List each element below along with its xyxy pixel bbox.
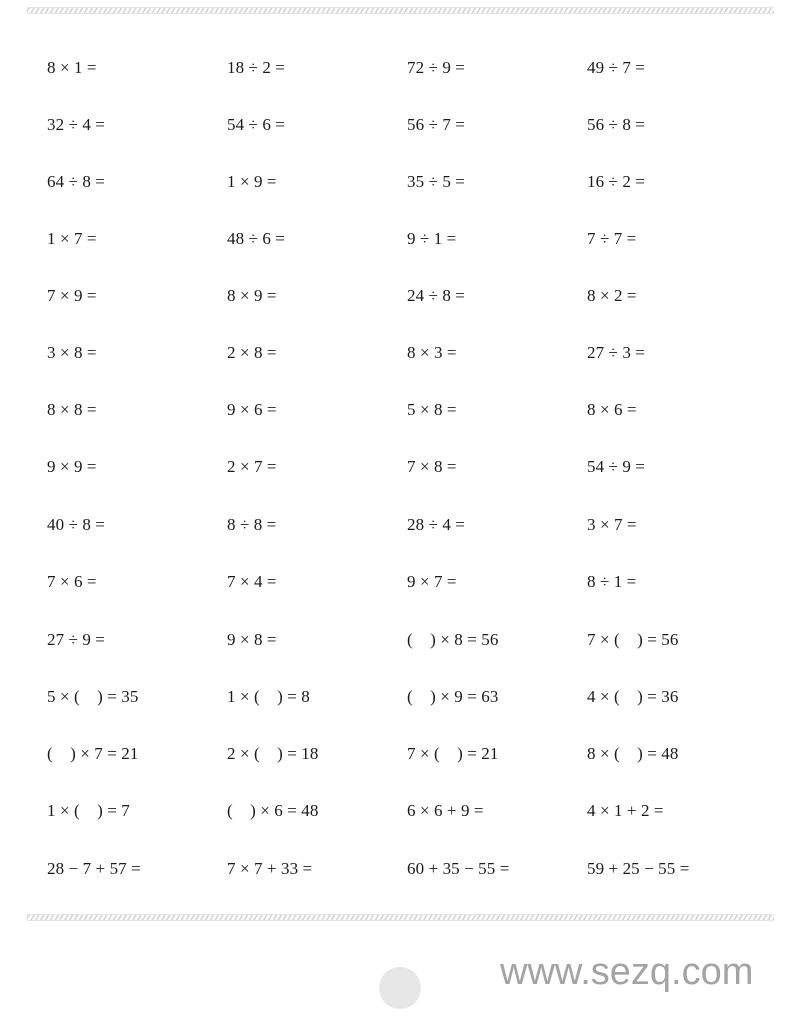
math-problem: 9 × 7 = bbox=[407, 572, 457, 591]
math-problem: 8 × ( ) = 48 bbox=[587, 744, 679, 763]
math-problem: 8 × 3 = bbox=[407, 343, 457, 362]
math-problem: 27 ÷ 9 = bbox=[47, 630, 105, 649]
math-problem: 32 ÷ 4 = bbox=[47, 115, 105, 134]
math-problem: ( ) × 9 = 63 bbox=[407, 687, 499, 706]
math-problem: 54 ÷ 9 = bbox=[587, 457, 645, 476]
math-problem: 2 × 8 = bbox=[227, 343, 277, 362]
math-problem: 1 × ( ) = 8 bbox=[227, 687, 310, 706]
math-problem: 35 ÷ 5 = bbox=[407, 172, 465, 191]
page-number-circle bbox=[379, 967, 421, 1009]
math-problem: 18 ÷ 2 = bbox=[227, 58, 285, 77]
math-problem: 8 ÷ 1 = bbox=[587, 572, 637, 591]
math-problem: ( ) × 8 = 56 bbox=[407, 630, 499, 649]
math-problem: 7 × 9 = bbox=[47, 286, 97, 305]
math-problem: 8 × 9 = bbox=[227, 286, 277, 305]
math-problem: 7 × 7 + 33 = bbox=[227, 859, 313, 878]
math-problem: 1 × ( ) = 7 bbox=[47, 801, 130, 820]
math-problem: 28 ÷ 4 = bbox=[407, 515, 465, 534]
math-problem: 7 × ( ) = 21 bbox=[407, 744, 499, 763]
math-problem: 2 × 7 = bbox=[227, 457, 277, 476]
math-problem: 8 ÷ 8 = bbox=[227, 515, 277, 534]
math-problem: 5 × ( ) = 35 bbox=[47, 687, 139, 706]
math-problem: 60 + 35 − 55 = bbox=[407, 859, 510, 878]
math-problem: 7 × 4 = bbox=[227, 572, 277, 591]
math-problem: 54 ÷ 6 = bbox=[227, 115, 285, 134]
math-problem: 4 × 1 + 2 = bbox=[587, 801, 664, 820]
math-problem: 27 ÷ 3 = bbox=[587, 343, 645, 362]
math-problem: 2 × ( ) = 18 bbox=[227, 744, 319, 763]
math-problem: 7 × ( ) = 56 bbox=[587, 630, 679, 649]
math-problem: 8 × 6 = bbox=[587, 400, 637, 419]
bottom-divider-stripe bbox=[27, 914, 774, 921]
math-problem: 28 − 7 + 57 = bbox=[47, 859, 141, 878]
math-problem: 7 × 8 = bbox=[407, 457, 457, 476]
math-problem: ( ) × 7 = 21 bbox=[47, 744, 139, 763]
math-problem: 7 × 6 = bbox=[47, 572, 97, 591]
math-problem: 59 + 25 − 55 = bbox=[587, 859, 690, 878]
math-problem: 9 ÷ 1 = bbox=[407, 229, 457, 248]
math-problem: 1 × 7 = bbox=[47, 229, 97, 248]
top-divider-stripe bbox=[27, 7, 774, 14]
math-problem: 49 ÷ 7 = bbox=[587, 58, 645, 77]
math-problem: 3 × 7 = bbox=[587, 515, 637, 534]
math-problem: 1 × 9 = bbox=[227, 172, 277, 191]
math-problem: 40 ÷ 8 = bbox=[47, 515, 105, 534]
site-watermark: www.sezq.com bbox=[500, 951, 754, 993]
math-problem: 64 ÷ 8 = bbox=[47, 172, 105, 191]
math-problem: 8 × 1 = bbox=[47, 58, 97, 77]
math-problem: 8 × 2 = bbox=[587, 286, 637, 305]
math-problem: 8 × 8 = bbox=[47, 400, 97, 419]
math-problem: 9 × 8 = bbox=[227, 630, 277, 649]
math-problem: 9 × 9 = bbox=[47, 457, 97, 476]
math-problem: 72 ÷ 9 = bbox=[407, 58, 465, 77]
math-problem: 5 × 8 = bbox=[407, 400, 457, 419]
math-problem: 6 × 6 + 9 = bbox=[407, 801, 484, 820]
math-problem: 9 × 6 = bbox=[227, 400, 277, 419]
math-problem: 56 ÷ 7 = bbox=[407, 115, 465, 134]
math-problem: 24 ÷ 8 = bbox=[407, 286, 465, 305]
math-problem: ( ) × 6 = 48 bbox=[227, 801, 319, 820]
math-problem: 4 × ( ) = 36 bbox=[587, 687, 679, 706]
math-problem: 56 ÷ 8 = bbox=[587, 115, 645, 134]
math-problem: 16 ÷ 2 = bbox=[587, 172, 645, 191]
math-problem: 48 ÷ 6 = bbox=[227, 229, 285, 248]
math-problem: 7 ÷ 7 = bbox=[587, 229, 637, 248]
math-problem: 3 × 8 = bbox=[47, 343, 97, 362]
